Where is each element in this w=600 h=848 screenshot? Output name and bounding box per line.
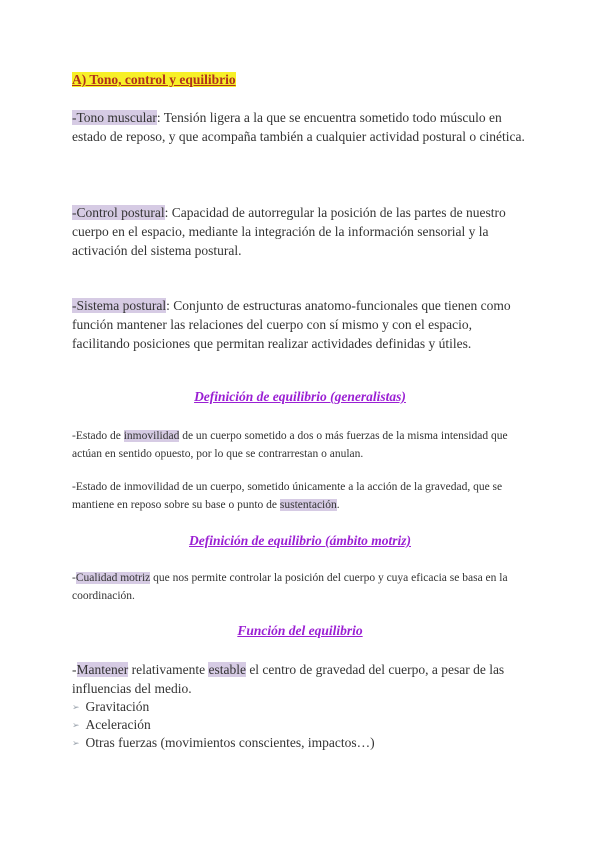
tono-muscular-term: -Tono muscular — [72, 110, 157, 125]
bullet-text: Otras fuerzas (movimientos conscientes, impactos…) — [85, 735, 375, 750]
main-heading — [72, 70, 532, 89]
tono-muscular-definition: : Tensión ligera a la que se encuentra sometido todo músculo en estado de reposo, y que acompaña también a cualquier actividad postural o cinética. — [72, 110, 525, 144]
cualidad-suffix: que nos permite controlar la posición del cuerpo y cuya eficacia se basa en la coordinación. — [72, 572, 508, 602]
funcion-highlight-mantener: Mantener — [76, 662, 129, 677]
sistema-postural-term: -Sistema postural — [72, 298, 167, 313]
funcion-suffix: el centro de gravedad del cuerpo, a pesar de las influencias del medio. — [72, 662, 505, 696]
def1-prefix: -Estado de — [72, 430, 124, 442]
sistema-postural-definition: : Conjunto de estructuras anatomo-funcionales que tienen como función mantener las relaciones del cuerpo con sí mismo y con el espacio, facilitando posiciones que permitan realizar actividades definidas y útiles. — [72, 298, 511, 351]
bullet-item — [72, 734, 375, 753]
section-heading-generalistas: Definición de equilibrio (generalistas) — [194, 389, 406, 404]
control-postural-term: -Control postural — [72, 205, 165, 220]
tono-muscular-paragraph — [72, 108, 532, 146]
bullet-item — [72, 698, 149, 717]
sistema-postural-paragraph — [72, 296, 532, 353]
funcion-paragraph — [72, 660, 532, 698]
def2-highlight: sustentación — [279, 499, 337, 511]
arrow-bullet-icon: ➢ — [72, 703, 80, 713]
control-postural-paragraph — [72, 203, 532, 260]
control-postural-definition: : Capacidad de autorregular la posición de las partes de nuestro cuerpo en el espacio, mediante la integración de la información sensorial y la activación del sistema postural. — [72, 205, 506, 258]
arrow-bullet-icon: ➢ — [72, 721, 80, 731]
funcion-middle: relativamente — [128, 662, 209, 677]
equilibrio-definition-2 — [72, 478, 527, 514]
bullet-text: Aceleración — [85, 717, 151, 732]
cualidad-motriz-paragraph — [72, 569, 527, 605]
def1-suffix: de un cuerpo sometido a dos o más fuerzas de la misma intensidad que actúan en sentido opuesto, por lo que se contrarrestan o anulan. — [72, 430, 508, 460]
bullet-text: Gravitación — [85, 699, 150, 714]
section-heading-funcion: Función del equilibrio — [237, 623, 363, 638]
def2-prefix: -Estado de inmovilidad de un cuerpo, sometido únicamente a la acción de la gravedad, que se mantiene en reposo sobre su base o punto de — [72, 481, 503, 511]
bullet-item — [72, 716, 151, 735]
cualidad-highlight: Cualidad motriz — [75, 572, 151, 584]
def1-highlight: inmovilidad — [123, 430, 180, 442]
section-heading-ambito-motriz: Definición de equilibrio (ámbito motriz) — [189, 533, 411, 548]
def2-suffix: . — [336, 499, 340, 511]
funcion-prefix: - — [72, 662, 77, 677]
funcion-highlight-estable: estable — [208, 662, 246, 677]
equilibrio-definition-1 — [72, 427, 527, 463]
arrow-bullet-icon: ➢ — [72, 739, 80, 749]
main-heading-text: A) Tono, control y equilibrio — [72, 72, 236, 87]
cualidad-prefix: - — [72, 572, 76, 584]
